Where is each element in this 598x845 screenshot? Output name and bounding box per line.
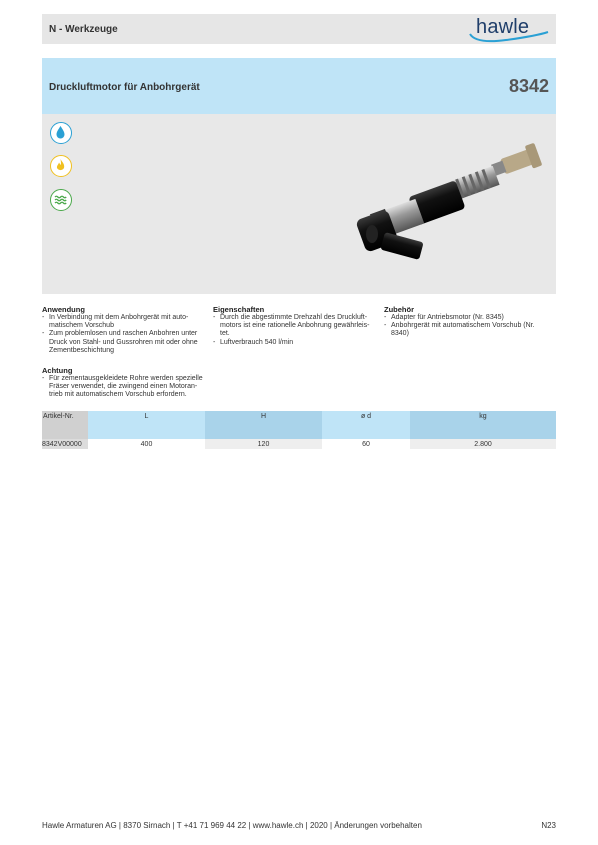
page-footer bbox=[42, 821, 556, 830]
header-kg: kg bbox=[410, 411, 556, 439]
anwendung-section bbox=[42, 305, 208, 355]
logo-text: hawle bbox=[476, 16, 530, 38]
table-row bbox=[42, 439, 556, 449]
achtung-heading: Achtung bbox=[42, 366, 73, 375]
cell-article-no: 8342V00000 bbox=[42, 439, 88, 449]
section-title: N - Werkzeuge bbox=[49, 24, 118, 35]
air-motor-image bbox=[352, 142, 552, 272]
eigenschaften-section bbox=[213, 305, 379, 347]
header-article-no: Artikel-Nr. bbox=[42, 411, 88, 439]
water-drop-icon bbox=[50, 122, 72, 144]
cell-kg: 2.800 bbox=[410, 439, 556, 449]
achtung-section bbox=[42, 366, 208, 400]
cell-d: 60 bbox=[322, 439, 410, 449]
list-item: - Adapter für Antriebsmotor (Nr. 8345) bbox=[384, 314, 550, 322]
page-number: N23 bbox=[541, 821, 556, 830]
header-l: L bbox=[88, 411, 205, 439]
hawle-logo bbox=[466, 14, 552, 44]
flame-icon bbox=[50, 155, 72, 177]
waves-icon bbox=[50, 189, 72, 211]
page-header bbox=[42, 14, 556, 44]
list-item: - Zum problemlosen und raschen Anbohren unter Druck von Stahl- und Gussrohren mit oder ohne Zementbeschichtung bbox=[42, 330, 208, 355]
list-item: - Für zementausgekleidete Rohre werden spezielle Fräser verwendet, die zwingend einen Motoran-trieb mit automatischem Vorschub erfordern. bbox=[42, 375, 208, 400]
zubehoer-heading: Zubehör bbox=[384, 305, 414, 314]
list-item: - In Verbindung mit dem Anbohrgerät mit auto-matischem Vorschub bbox=[42, 314, 208, 330]
zubehoer-section bbox=[384, 305, 550, 339]
cell-h: 120 bbox=[205, 439, 322, 449]
product-image-area bbox=[42, 114, 556, 294]
header-d: ø d bbox=[322, 411, 410, 439]
anwendung-heading: Anwendung bbox=[42, 305, 85, 314]
eigenschaften-heading: Eigenschaften bbox=[213, 305, 265, 314]
footer-text: Hawle Armaturen AG | 8370 Sirnach | T +41 71 969 44 22 | www.hawle.ch | 2020 | Änderungen vorbehalten bbox=[42, 821, 422, 830]
list-item: - Anbohrgerät mit automatischem Vorschub (Nr. 8340) bbox=[384, 322, 550, 338]
product-title-bar bbox=[42, 58, 556, 114]
product-title: Druckluftmotor für Anbohrgerät bbox=[49, 82, 200, 93]
product-number: 8342 bbox=[508, 76, 549, 96]
list-item: - Durch die abgestimmte Drehzahl des Druckluft-motors ist eine rationelle Anbohrung gewährleis-tet. bbox=[213, 314, 379, 339]
header-h: H bbox=[205, 411, 322, 439]
table-header-row bbox=[42, 411, 556, 439]
cell-l: 400 bbox=[88, 439, 205, 449]
list-item: - Luftverbrauch 540 l/min bbox=[213, 339, 379, 347]
spec-table bbox=[42, 411, 556, 449]
